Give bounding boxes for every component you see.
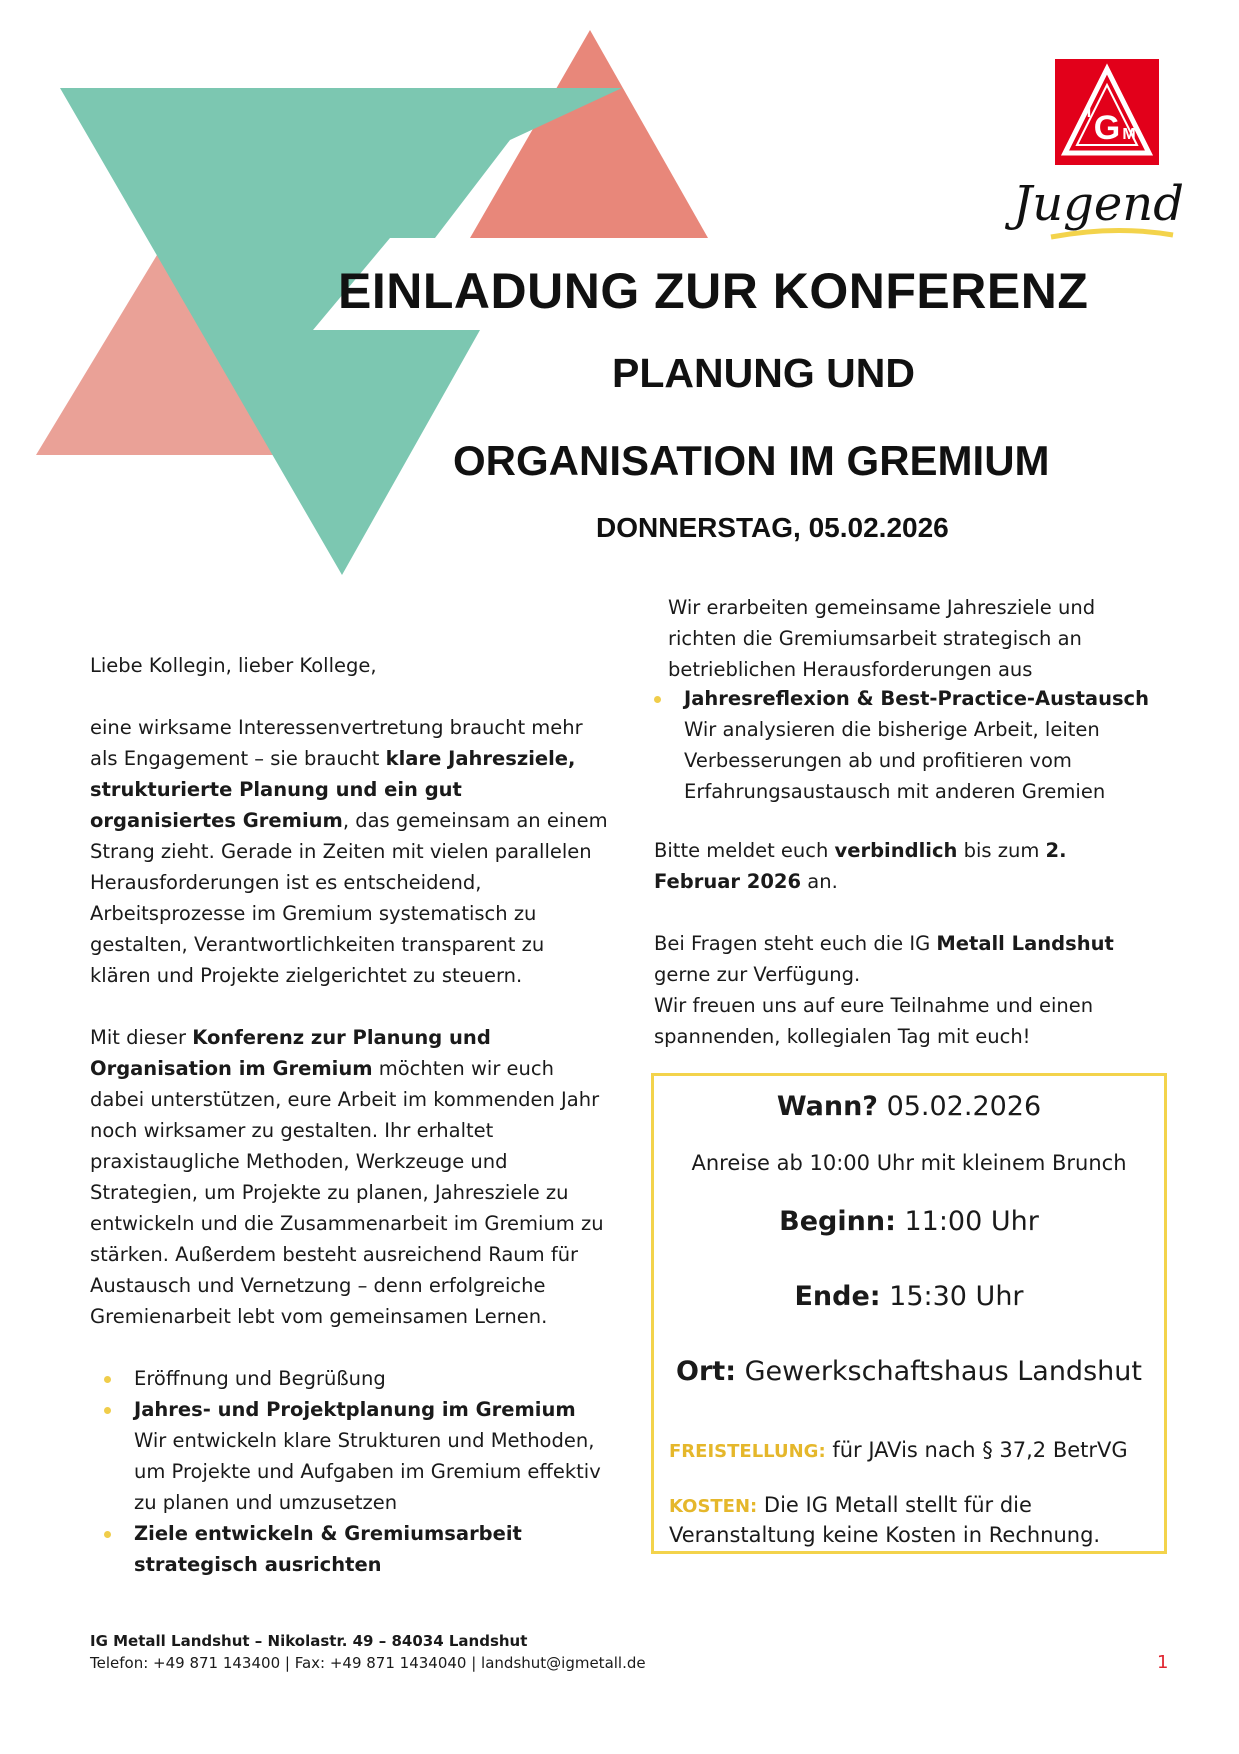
agenda-list-continued <box>654 592 1164 685</box>
agenda-item-desc: Wir erarbeiten gemeinsame Jahresziele und richten die Gremiumsarbeit strategisch an betrieblichen Herausforderungen aus <box>668 596 1096 681</box>
agenda-item: Eröffnung und Begrüßung <box>90 1363 610 1394</box>
info-arrival: Anreise ab 10:00 Uhr mit kleinem Brunch <box>691 1151 1127 1175</box>
event-date: DONNERSTAG, 05.02.2026 <box>596 512 949 543</box>
igm-jugend-logo <box>1005 55 1185 249</box>
footer-address: IG Metall Landshut – Nikolastr. 49 – 84034 Landshut <box>90 1632 528 1650</box>
intro-paragraph: eine wirksame Interessenvertretung braucht mehr als Engagement – sie braucht klare Jahresziele, strukturierte Planung und ein gut organisiertes Gremium, das gemeinsam an einem Strang zieht. Gerade in Zeiten mit vielen parallelen Herausforderungen ist es entscheidend, Arbeitsprozesse im Gremium systematisch zu gestalten, Verantwortlichkeiten transparent zu klären und Projekte zielgerichtet zu steuern. <box>90 716 608 987</box>
page-number: 1 <box>1157 1652 1169 1673</box>
info-location: Ort: Gewerkschaftshaus Landshut <box>676 1356 1142 1387</box>
greeting: Liebe Kollegin, lieber Kollege, <box>90 654 377 677</box>
registration-note: Bitte meldet euch verbindlich bis zum 2. Februar 2026 an. <box>654 839 1067 893</box>
svg-text:Jugend!: Jugend! <box>1013 176 1185 232</box>
questions-note: Bei Fragen steht euch die IG Metall Landshut gerne zur Verfügung. <box>654 932 1114 986</box>
info-release: FREISTELLUNG: für JAVis nach § 37,2 BetrVG <box>669 1438 1128 1462</box>
agenda-item: Ziele entwickeln & Gremiumsarbeit strategisch ausrichten <box>90 1518 610 1580</box>
svg-text:M: M <box>1122 126 1136 143</box>
right-text <box>654 835 1148 1052</box>
title-planning: PLANUNG UND <box>612 350 915 396</box>
title-organisation: ORGANISATION IM GREMIUM <box>453 437 1050 484</box>
left-column <box>90 650 610 1580</box>
conference-paragraph: Mit dieser Konferenz zur Planung und Organisation im Gremium möchten wir euch dabei unterstützen, eure Arbeit im kommenden Jahr noch wirksamer zu gestalten. Ihr erhaltet praxistaugliche Methoden, Werkzeuge und Strategien, um Projekte zu planen, Jahresziele zu entwickeln und die Zusammenarbeit im Gremium zu stärken. Außerdem besteht ausreichend Raum für Austausch und Vernetzung – denn erfolgreiche Gremienarbeit lebt vom gemeinsamen Lernen. <box>90 1026 604 1328</box>
info-end: Ende: 15:30 Uhr <box>794 1281 1024 1312</box>
info-when: Wann? 05.02.2026 <box>776 1091 1042 1122</box>
right-agenda-4 <box>640 683 1160 807</box>
event-info-box <box>651 1073 1167 1554</box>
title-invitation: EINLADUNG ZUR KONFERENZ <box>338 263 1089 319</box>
agenda-list <box>90 1363 610 1580</box>
svg-text:G: G <box>1093 109 1121 147</box>
thanks-note: Wir freuen uns auf eure Teilnahme und einen spannenden, kollegialen Tag mit euch! <box>654 994 1094 1048</box>
agenda-item: Jahres- und Projektplanung im Gremium Wir entwickeln klare Strukturen und Methoden, um Projekte und Aufgaben im Gremium effektiv zu planen und umzusetzen <box>90 1394 610 1518</box>
right-column <box>654 592 1164 685</box>
svg-text:I: I <box>1086 104 1092 121</box>
footer-contact: Telefon: +49 871 143400 | Fax: +49 871 1434040 | landshut@igmetall.de <box>90 1654 646 1672</box>
footer <box>90 1630 646 1674</box>
agenda-item: Jahresreflexion & Best-Practice-Austausch Wir analysieren die bisherige Arbeit, leiten Verbesserungen ab und profitieren vom Erfahrungsaustausch mit anderen Gremien <box>640 683 1160 807</box>
info-start: Beginn: 11:00 Uhr <box>779 1206 1039 1237</box>
info-costs: KOSTEN: Die IG Metall stellt für die Veranstaltung keine Kosten in Rechnung. <box>669 1493 1101 1547</box>
